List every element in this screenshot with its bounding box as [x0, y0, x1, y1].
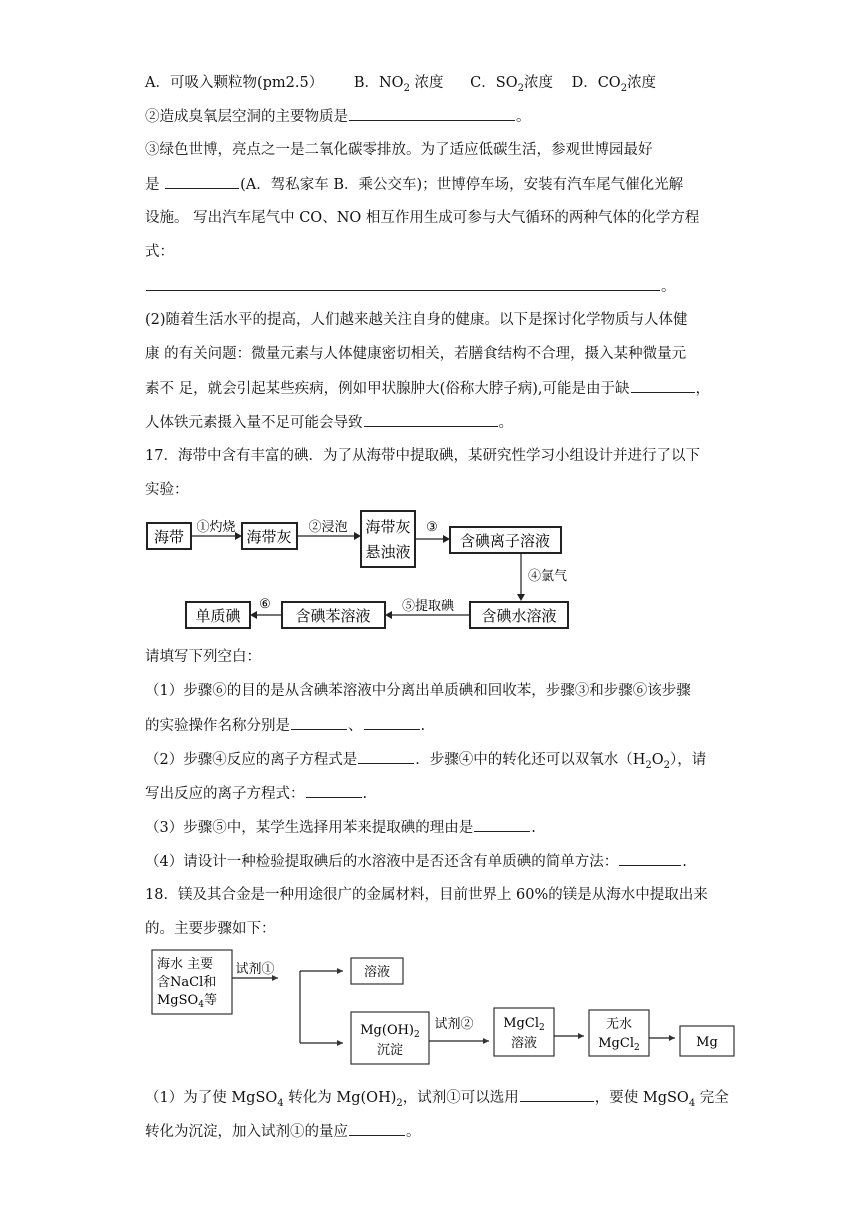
answer-blank[interactable]	[306, 783, 362, 798]
answer-blank[interactable]	[520, 1087, 594, 1102]
q16-exhaust-line: 设施。 写出汽车尾气中 CO、NO 相互作用生成可参与大气循环的两种气体的化学方程	[145, 210, 700, 226]
box-mgcl2-label1: MgCl$_2$	[503, 1016, 545, 1033]
reagent-2-label: 试剂②	[434, 1017, 474, 1032]
q16-options-line	[145, 73, 656, 99]
q16-part2-line4: 人体铁元素摄入量不足可能会导致 。	[145, 412, 513, 433]
step-1-label: ①灼烧	[196, 520, 236, 535]
box-iodine-label: 单质碘	[195, 607, 241, 625]
q17-sub2-line2: 写出反应的离子方程式： .	[145, 783, 367, 804]
q17-sub1-line1: （1）步骤⑥的目的是从含碘苯溶液中分离出单质碘和回收苯，步骤③和步骤⑥该步骤	[145, 683, 691, 699]
seawater-line2: 含NaCl和	[157, 975, 217, 990]
step-6-label: ⑥	[259, 597, 271, 612]
q18-stem-line2: 的。主要步骤如下：	[145, 921, 276, 937]
q16-formula-label: 式：	[145, 244, 174, 260]
option-c: C．$SO_2$浓度	[470, 75, 553, 94]
option-a: A．可吸入颗粒物(pm2.5）	[145, 75, 324, 91]
q16-transport-line: 是 (A．驾私家车 B．乘公交车)；世博停车场，安装有汽车尾气催化光解	[145, 174, 683, 195]
answer-blank[interactable]	[631, 378, 695, 393]
box-solution-label: 溶液	[363, 965, 391, 980]
box-ash-suspension-label2: 悬浊液	[365, 543, 411, 561]
step-4-label: ④氯气	[528, 569, 568, 584]
answer-blank[interactable]	[364, 715, 420, 730]
q17-sub4: （4）请设计一种检验提取碘后的水溶液中是否还含有单质碘的简单方法： .	[145, 851, 687, 872]
answer-blank[interactable]	[349, 1121, 405, 1136]
answer-blank[interactable]	[291, 715, 347, 730]
q18-sub1-line1: （1）为了使 MgSO$_4$ 转化为 $Mg(OH)_2$，试剂①可以选用 ，要使 MgSO$_4$ 完全	[145, 1087, 729, 1114]
seawater-line3: MgSO$_4$等	[157, 993, 217, 1010]
step-2-label: ②浸泡	[308, 520, 348, 535]
q16-formula-blank-line: 。	[145, 276, 676, 297]
answer-blank[interactable]	[349, 106, 515, 121]
seawater-line1: 海水 主要	[157, 957, 214, 972]
iodine-extraction-flowchart	[140, 505, 590, 635]
q16-part2-line2: 康 的有关问题：微量元素与人体健康密切相关，若膳食结构不合理，摄入某种微量元	[145, 346, 687, 362]
q18-sub1-line2: 转化为沉淀，加入试剂①的量应 。	[145, 1121, 421, 1142]
q16-part2-line3: 素不 足，就会引起某些疾病，例如甲状腺肿大(俗称大脖子病),可能是由于缺 ，	[145, 378, 710, 399]
answer-blank[interactable]	[165, 174, 239, 189]
q16-part2-line1: (2)随着生活水平的提高，人们越来越关注自身的健康。以下是探讨化学物质与人体健	[145, 312, 688, 328]
q16-ozone-line: ②造成臭氧层空洞的主要物质是 。	[145, 106, 531, 127]
box-iodine-benzene-label: 含碘苯溶液	[295, 607, 371, 625]
answer-blank[interactable]	[358, 749, 414, 764]
box-anhydrous-label2: MgCl$_2$	[598, 1036, 640, 1053]
answer-blank[interactable]	[474, 817, 530, 832]
q17-sub2-line1: （2）步骤④反应的离子方程式是 ．步骤④中的转化还可以双氧水$(H_2O_2)$，请	[145, 749, 706, 776]
box-kelp-ash-label: 海带灰	[246, 528, 292, 546]
box-anhydrous-label1: 无水	[605, 1017, 633, 1032]
step-5-label: ⑤提取碘	[401, 599, 455, 614]
box-mgoh2-label1: $Mg(OH)_2$	[360, 1023, 420, 1040]
box-ash-suspension-label1: 海带灰	[365, 518, 411, 536]
box-iodine-water-label: 含碘水溶液	[481, 607, 557, 625]
q17-sub1-line2: 的实验操作名称分别是 、 .	[145, 715, 425, 736]
q17-sub3: （3）步骤⑤中，某学生选择用苯来提取碘的理由是 .	[145, 817, 536, 838]
option-d: D．$CO_2$浓度	[571, 75, 657, 94]
magnesium-extraction-flowchart	[145, 946, 740, 1071]
q18-stem-line1: 18．镁及其合金是一种用途很广的金属材料，目前世界上 60%的镁是从海水中提取出来	[145, 887, 708, 903]
answer-blank[interactable]	[146, 276, 660, 291]
q16-green-expo-line: ③绿色世博，亮点之一是二氧化碳零排放。为了适应低碳生活，参观世博园最好	[145, 142, 653, 158]
step-3-label: ③	[426, 520, 438, 535]
q17-instruction: 请填写下列空白：	[145, 649, 261, 665]
box-mgcl2-label2: 溶液	[510, 1036, 538, 1051]
box-mgoh2-label2: 沉淀	[376, 1043, 404, 1058]
option-b: B．$NO_2$ 浓度	[353, 75, 444, 94]
answer-blank[interactable]	[619, 851, 681, 866]
box-mg-label: Mg	[696, 1035, 718, 1050]
q17-stem-line2: 实验：	[145, 482, 189, 498]
reagent-1-label: 试剂①	[235, 962, 275, 977]
answer-blank[interactable]	[364, 412, 498, 427]
box-iodide-solution-label: 含碘离子溶液	[459, 532, 551, 550]
q17-stem-line1: 17．海带中含有丰富的碘．为了从海带中提取碘，某研究性学习小组设计并进行了以下	[145, 448, 700, 464]
box-kelp-label: 海带	[153, 528, 185, 546]
